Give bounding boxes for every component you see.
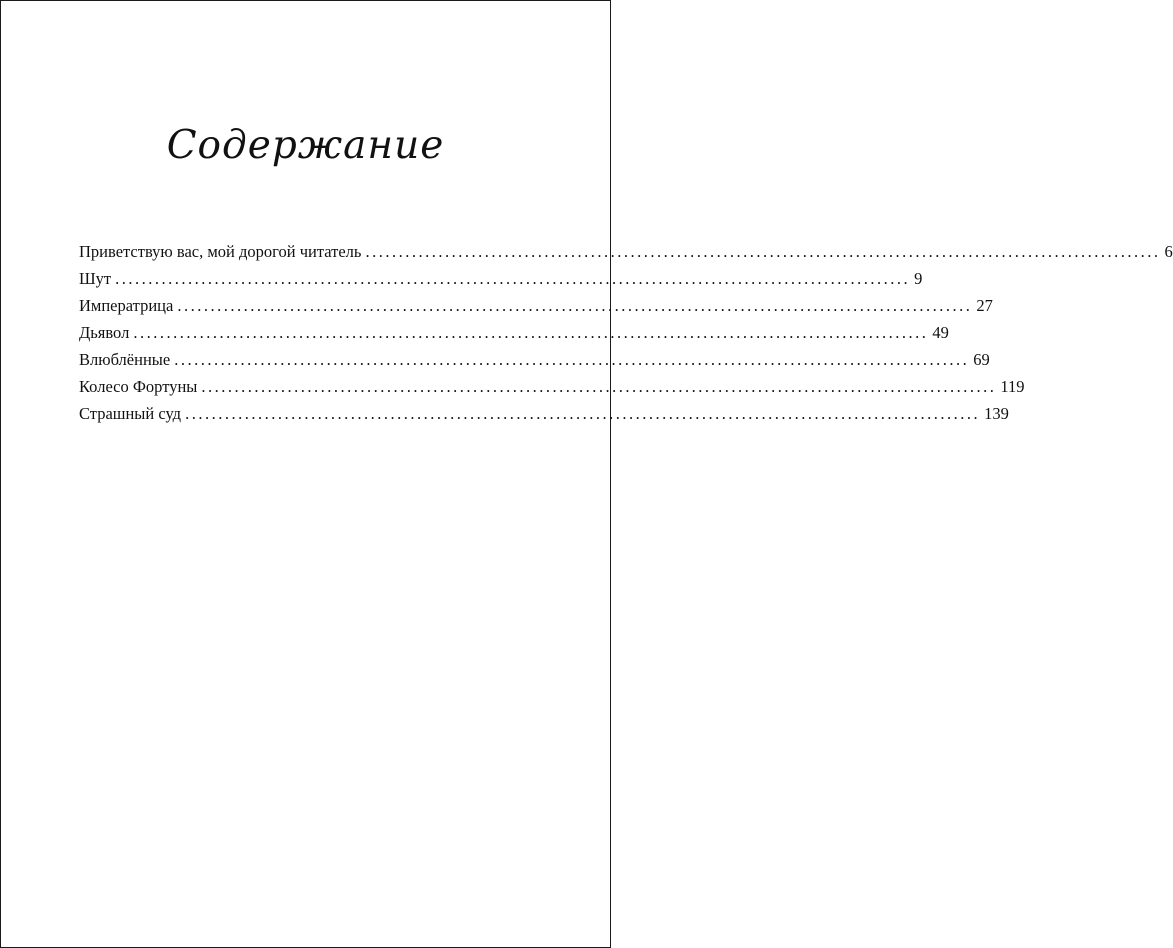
leader-dots: ........................................................................................................................ <box>174 350 970 369</box>
toc-entry-title: Императрица <box>79 296 174 315</box>
leader-dots: ........................................................................................................................ <box>185 404 981 423</box>
toc-entry-lovers[interactable] <box>79 346 990 373</box>
table-of-contents <box>79 238 1173 427</box>
toc-entry-title: Шут <box>79 269 112 288</box>
toc-entry-page: 6 <box>1164 242 1173 261</box>
toc-entry-page: 49 <box>932 323 949 342</box>
leader-dots: ........................................................................................................................ <box>177 296 973 315</box>
leader-dots: ........................................................................................................................ <box>133 323 929 342</box>
leader-dots: ........................................................................................................................ <box>365 242 1161 261</box>
toc-entry-title: Приветствую вас, мой дорогой читатель <box>79 242 362 261</box>
toc-entry-wheel-of-fortune[interactable] <box>79 373 1025 400</box>
toc-entry-title: Влюблённые <box>79 350 171 369</box>
toc-entry-empress[interactable] <box>79 292 993 319</box>
toc-entry-title: Дьявол <box>79 323 130 342</box>
toc-entry-judgement[interactable] <box>79 400 1009 427</box>
toc-entry-greeting[interactable] <box>79 238 1173 265</box>
toc-entry-page: 9 <box>914 269 923 288</box>
toc-entry-page: 139 <box>984 404 1009 423</box>
toc-entry-title: Страшный суд <box>79 404 182 423</box>
leader-dots: ........................................................................................................................ <box>115 269 911 288</box>
contents-heading: Содержание <box>166 123 445 168</box>
toc-entry-page: 119 <box>1000 377 1025 396</box>
toc-entry-devil[interactable] <box>79 319 949 346</box>
toc-entry-fool[interactable] <box>79 265 923 292</box>
toc-entry-title: Колесо Фортуны <box>79 377 198 396</box>
toc-entry-page: 69 <box>973 350 990 369</box>
toc-entry-page: 27 <box>976 296 993 315</box>
leader-dots: ........................................................................................................................ <box>201 377 997 396</box>
